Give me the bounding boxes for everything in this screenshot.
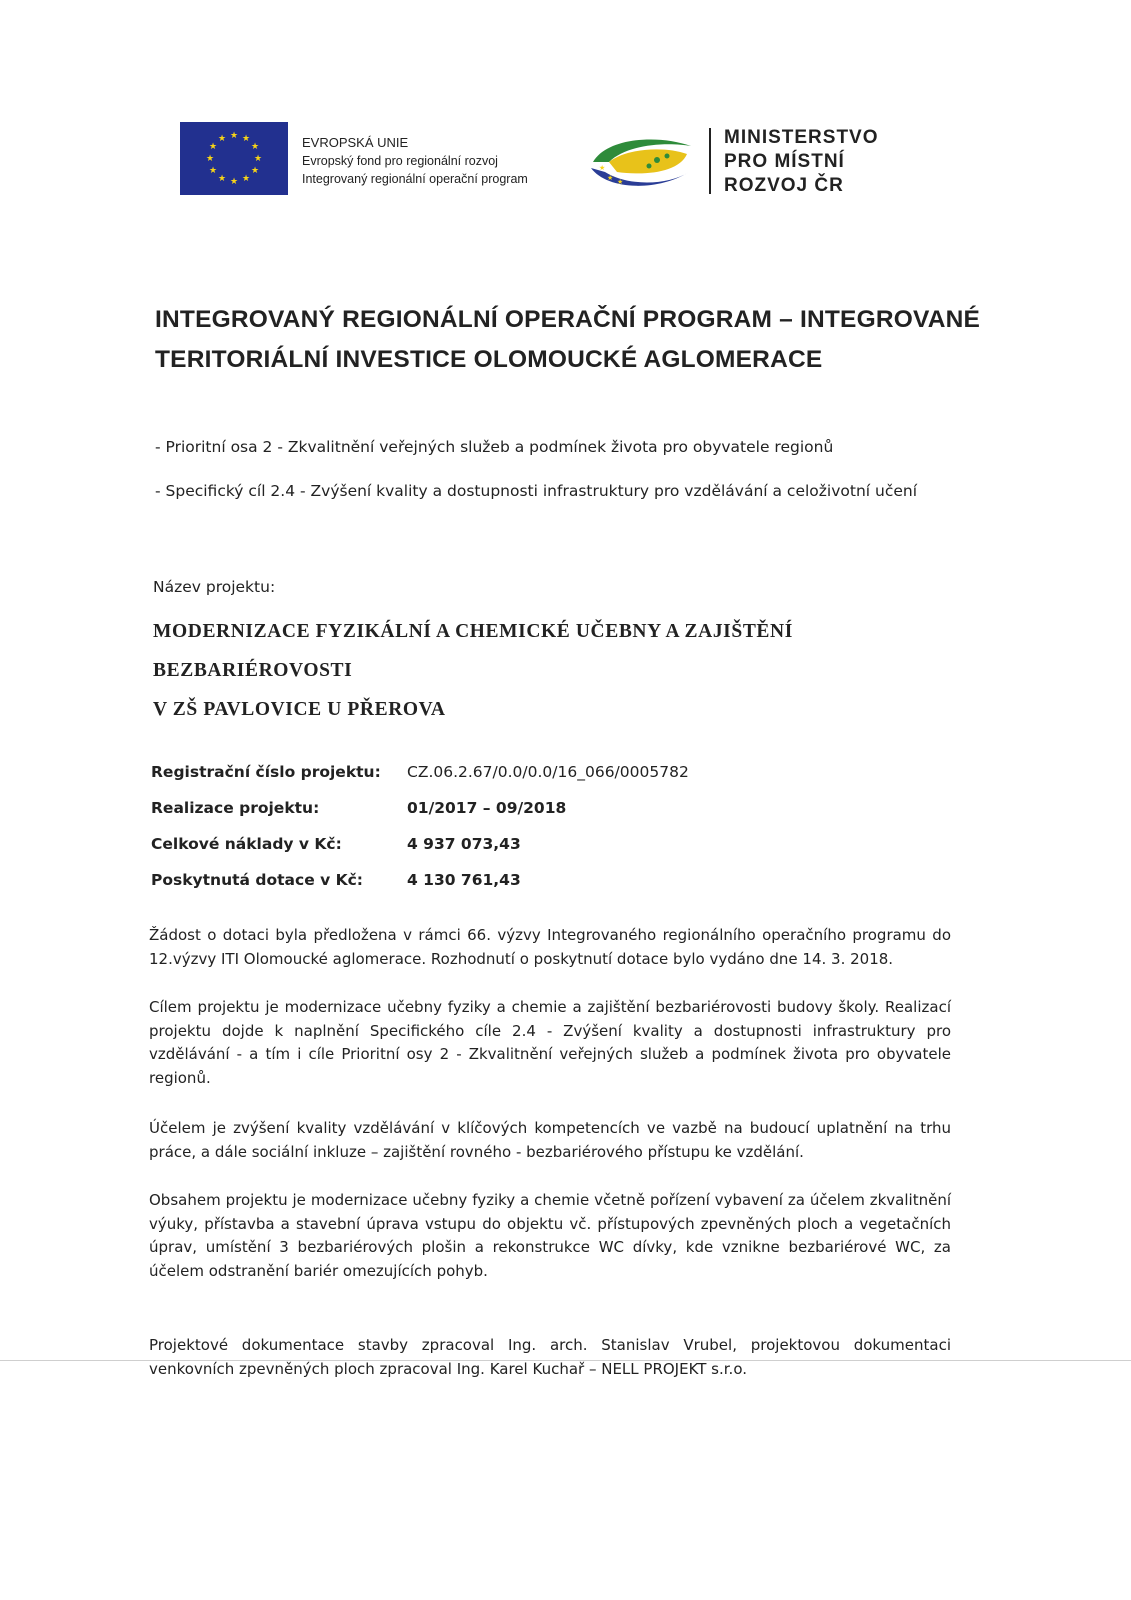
paragraph-application: Žádost o dotaci byla předložena v rámci 66. výzvy Integrovaného regionálního operačního programu do 12.výzvy ITI Olomoucké aglomerace. Rozhodnutí o poskytnutí dotace bylo vydáno dne 14. 3. 2018. (149, 926, 951, 968)
registration-label: Registrační číslo projektu: (151, 763, 381, 781)
eu-flag-logo (180, 122, 288, 195)
project-info-table (151, 754, 689, 898)
grant-value: 4 130 761,43 (407, 871, 521, 889)
eu-text-line-1: EVROPSKÁ UNIE (302, 135, 409, 150)
page-title-line-1: INTEGROVANÝ REGIONÁLNÍ OPERAČNÍ PROGRAM – INTEGROVANÉ (155, 306, 981, 333)
realization-value: 01/2017 – 09/2018 (407, 799, 567, 817)
paragraph-purpose: Účelem je zvýšení kvality vzdělávání v klíčových kompetencích ve vazbě na budoucí uplatnění na trhu práce, a dále sociální inkluze – zajištění rovného - bezbariérového přístupu ke vzdělání. (149, 1119, 951, 1161)
project-name-line-1: MODERNIZACE FYZIKÁLNÍ A CHEMICKÉ UČEBNY A ZAJIŠTĚNÍ BEZBARIÉROVOSTI (153, 621, 793, 681)
grant-label: Poskytnutá dotace v Kč: (151, 871, 363, 889)
svg-text:★: ★ (229, 131, 239, 141)
mmr-text-block (724, 126, 879, 198)
svg-text:★: ★ (241, 174, 251, 184)
svg-text:★: ★ (229, 177, 239, 187)
priority-axis: - Prioritní osa 2 - Zkvalitnění veřejných služeb a podmínek života pro obyvatele regionů (155, 438, 834, 456)
table-row (151, 790, 689, 826)
svg-text:★: ★ (208, 142, 218, 152)
eu-text-line-2: Evropský fond pro regionální rozvoj (302, 154, 498, 168)
mmr-text-line-3: ROZVOJ ČR (724, 175, 844, 196)
project-name-line-2: V ZŠ PAVLOVICE U PŘEROVA (153, 699, 446, 720)
table-row (151, 826, 689, 862)
mmr-logo-divider (709, 128, 711, 194)
svg-text:★: ★ (599, 164, 606, 172)
svg-text:★: ★ (217, 174, 227, 184)
paragraph-documentation: Projektové dokumentace stavby zpracoval Ing. arch. Stanislav Vrubel, projektovou dokumentaci venkovních zpevněných ploch zpracoval Ing. Karel Kuchař – NELL PROJEKT s.r.o. (149, 1336, 951, 1378)
table-row (151, 862, 689, 898)
registration-value: CZ.06.2.67/0.0/0.0/16_066/0005782 (407, 763, 689, 781)
page-title-line-2: TERITORIÁLNÍ INVESTICE OLOMOUCKÉ AGLOMERACE (155, 346, 823, 373)
project-name-label: Název projektu: (153, 578, 276, 596)
svg-text:★: ★ (250, 142, 260, 152)
mmr-text-line-1: MINISTERSTVO (724, 127, 879, 148)
svg-text:★: ★ (253, 154, 263, 164)
table-row (151, 754, 689, 790)
page-title (155, 300, 985, 380)
realization-label: Realizace projektu: (151, 799, 320, 817)
svg-text:★: ★ (208, 166, 218, 176)
eu-text-block (302, 134, 528, 188)
svg-text:★: ★ (217, 134, 227, 144)
svg-text:★: ★ (205, 154, 215, 164)
eu-text-line-3: Integrovaný regionální operační program (302, 172, 528, 186)
project-name (153, 612, 993, 729)
specific-goal: - Specifický cíl 2.4 - Zvýšení kvality a dostupnosti infrastruktury pro vzdělávání a celoživotní učení (155, 482, 918, 500)
mmr-text-line-2: PRO MÍSTNÍ (724, 151, 845, 172)
svg-text:★: ★ (617, 178, 624, 186)
svg-text:★: ★ (250, 166, 260, 176)
svg-text:★: ★ (607, 174, 614, 182)
total-cost-value: 4 937 073,43 (407, 835, 521, 853)
paragraph-content: Obsahem projektu je modernizace učebny fyziky a chemie včetně pořízení vybavení za účelem zkvalitnění výuky, přístavba a stavební úprava vstupu do objektu vč. přístupových zpevněných ploch a vegetačních úprav, umístění 3 bezbariérových plošin a rekonstrukce WC dívky, kde vznikne bezbariérové WC, za účelem odstranění bariér omezujících pohyb. (149, 1191, 951, 1280)
mmr-swirl-logo (587, 132, 697, 194)
paragraph-goal: Cílem projektu je modernizace učebny fyziky a chemie a zajištění bezbariérovosti budovy školy. Realizací projektu dojde k naplnění Specifického cíle 2.4 - Zvýšení kvality a dostupnosti infrastruktury pro vzdělávání - a tím i cíle Prioritní osy 2 - Zkvalitnění veřejných služeb a podmínek života pro obyvatele regionů. (149, 998, 951, 1087)
svg-text:★: ★ (241, 134, 251, 144)
total-cost-label: Celkové náklady v Kč: (151, 835, 342, 853)
